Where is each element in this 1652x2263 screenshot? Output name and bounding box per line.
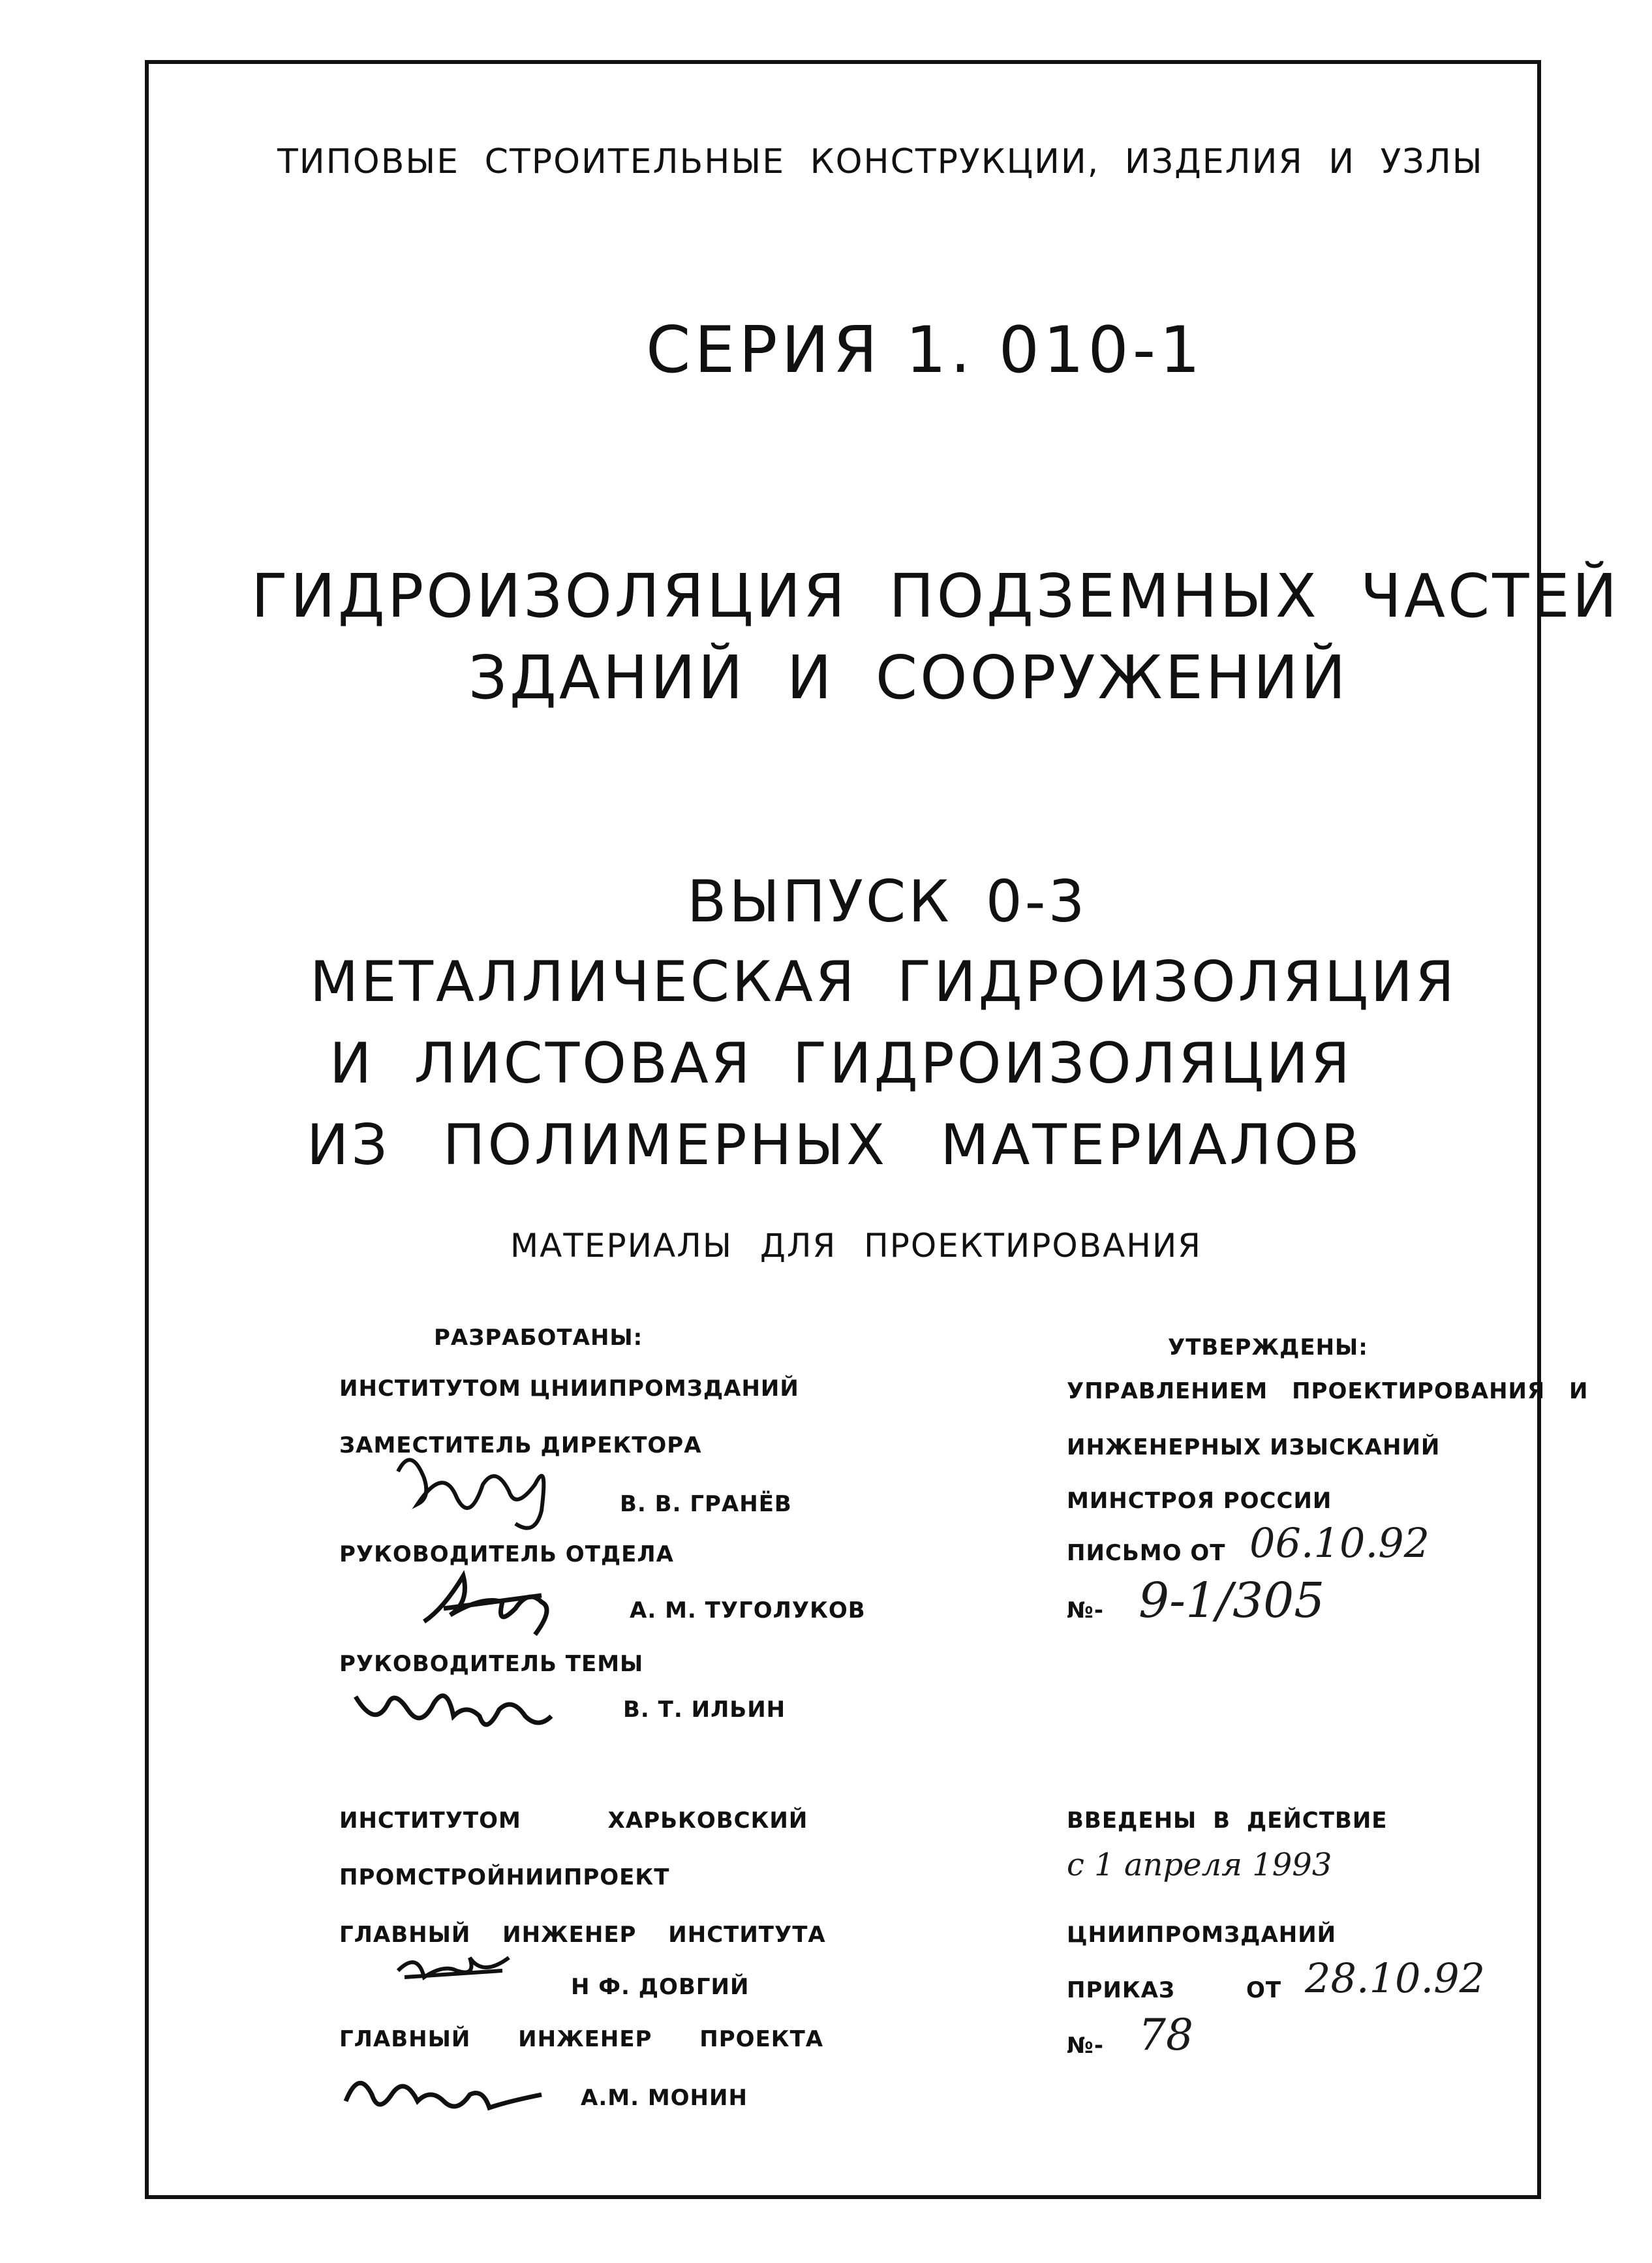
order-number: 78 <box>1139 2010 1193 2060</box>
series-number: СЕРИЯ 1. 010-1 <box>646 313 1204 388</box>
order-label: ПРИКАЗ <box>1067 1977 1176 2003</box>
name-granev: В. В. ГРАНЁВ <box>620 1491 792 1517</box>
effective-org: ЦНИИПРОМЗДАНИЙ <box>1067 1922 1337 1948</box>
subtitle-line-2: И ЛИСТОВАЯ ГИДРОИЗОЛЯЦИЯ <box>329 1031 1353 1096</box>
signature-ilin <box>349 1677 571 1745</box>
order-number-label: №- <box>1067 2033 1105 2059</box>
name-tugolukov: А. М. ТУГОЛУКОВ <box>630 1597 866 1624</box>
materials-heading: МАТЕРИАЛЫ ДЛЯ ПРОЕКТИРОВАНИЯ <box>510 1227 1202 1265</box>
signature-tugolukov <box>418 1563 587 1644</box>
letter-number-label: №- <box>1067 1597 1105 1624</box>
approved-line-3: МИНСТРОЯ РОССИИ <box>1067 1488 1332 1514</box>
signature-dovgiy <box>391 1945 522 1993</box>
approved-heading: УТВЕРЖДЕНЫ: <box>1168 1334 1368 1361</box>
role-chief-engineer-project: ГЛАВНЫЙ ИНЖЕНЕР ПРОЕКТА <box>339 2026 824 2052</box>
role-topic-head: РУКОВОДИТЕЛЬ ТЕМЫ <box>339 1651 644 1677</box>
subtitle-line-1: МЕТАЛЛИЧЕСКАЯ ГИДРОИЗОЛЯЦИЯ <box>310 949 1457 1015</box>
role-department-head: РУКОВОДИТЕЛЬ ОТДЕЛА <box>339 1541 674 1567</box>
approved-line-2: ИНЖЕНЕРНЫХ ИЗЫСКАНИЙ <box>1067 1434 1441 1460</box>
signature-monin <box>339 2062 561 2130</box>
name-dovgiy: Н Ф. ДОВГИЙ <box>571 1974 750 2000</box>
developer-org-2-line-2: ПРОМСТРОЙНИИПРОЕКТ <box>339 1864 670 1890</box>
subtitle-line-3: ИЗ ПОЛИМЕРНЫХ МАТЕРИАЛОВ <box>307 1113 1362 1178</box>
title-line-1: ГИДРОИЗОЛЯЦИЯ ПОДЗЕМНЫХ ЧАСТЕЙ <box>251 561 1620 631</box>
issue-number: ВЫПУСК 0-3 <box>687 868 1088 935</box>
effective-heading: ВВЕДЕНЫ В ДЕЙСТВИЕ <box>1067 1808 1388 1834</box>
order-date: 28.10.92 <box>1305 1954 1486 2002</box>
letter-number: 9-1/305 <box>1139 1573 1325 1629</box>
document-top-line: ТИПОВЫЕ СТРОИТЕЛЬНЫЕ КОНСТРУКЦИИ, ИЗДЕЛИЯ И УЗЛЫ <box>277 142 1484 181</box>
role-chief-engineer-institute: ГЛАВНЫЙ ИНЖЕНЕР ИНСТИТУТА <box>339 1922 826 1948</box>
approved-line-1: УПРАВЛЕНИЕМ ПРОЕКТИРОВАНИЯ И <box>1067 1378 1589 1404</box>
letter-date: 06.10.92 <box>1249 1519 1430 1567</box>
signature-granev <box>391 1432 600 1533</box>
order-from-label: ОТ <box>1246 1977 1282 2003</box>
title-line-2: ЗДАНИЙ И СООРУЖЕНИЙ <box>468 643 1349 713</box>
developer-org-1: ИНСТИТУТОМ ЦНИИПРОМЗДАНИЙ <box>339 1376 799 1402</box>
name-monin: А.М. МОНИН <box>581 2085 748 2111</box>
name-ilin: В. Т. ИЛЬИН <box>623 1697 786 1723</box>
developer-org-2-line-1: ИНСТИТУТОМ ХАРЬКОВСКИЙ <box>339 1808 808 1834</box>
letter-label: ПИСЬМО ОТ <box>1067 1540 1226 1566</box>
developed-heading: РАЗРАБОТАНЫ: <box>434 1325 643 1351</box>
effective-date: с 1 апреля 1993 <box>1067 1847 1332 1883</box>
role-deputy-director: ЗАМЕСТИТЕЛЬ ДИРЕКТОРА <box>339 1432 702 1458</box>
